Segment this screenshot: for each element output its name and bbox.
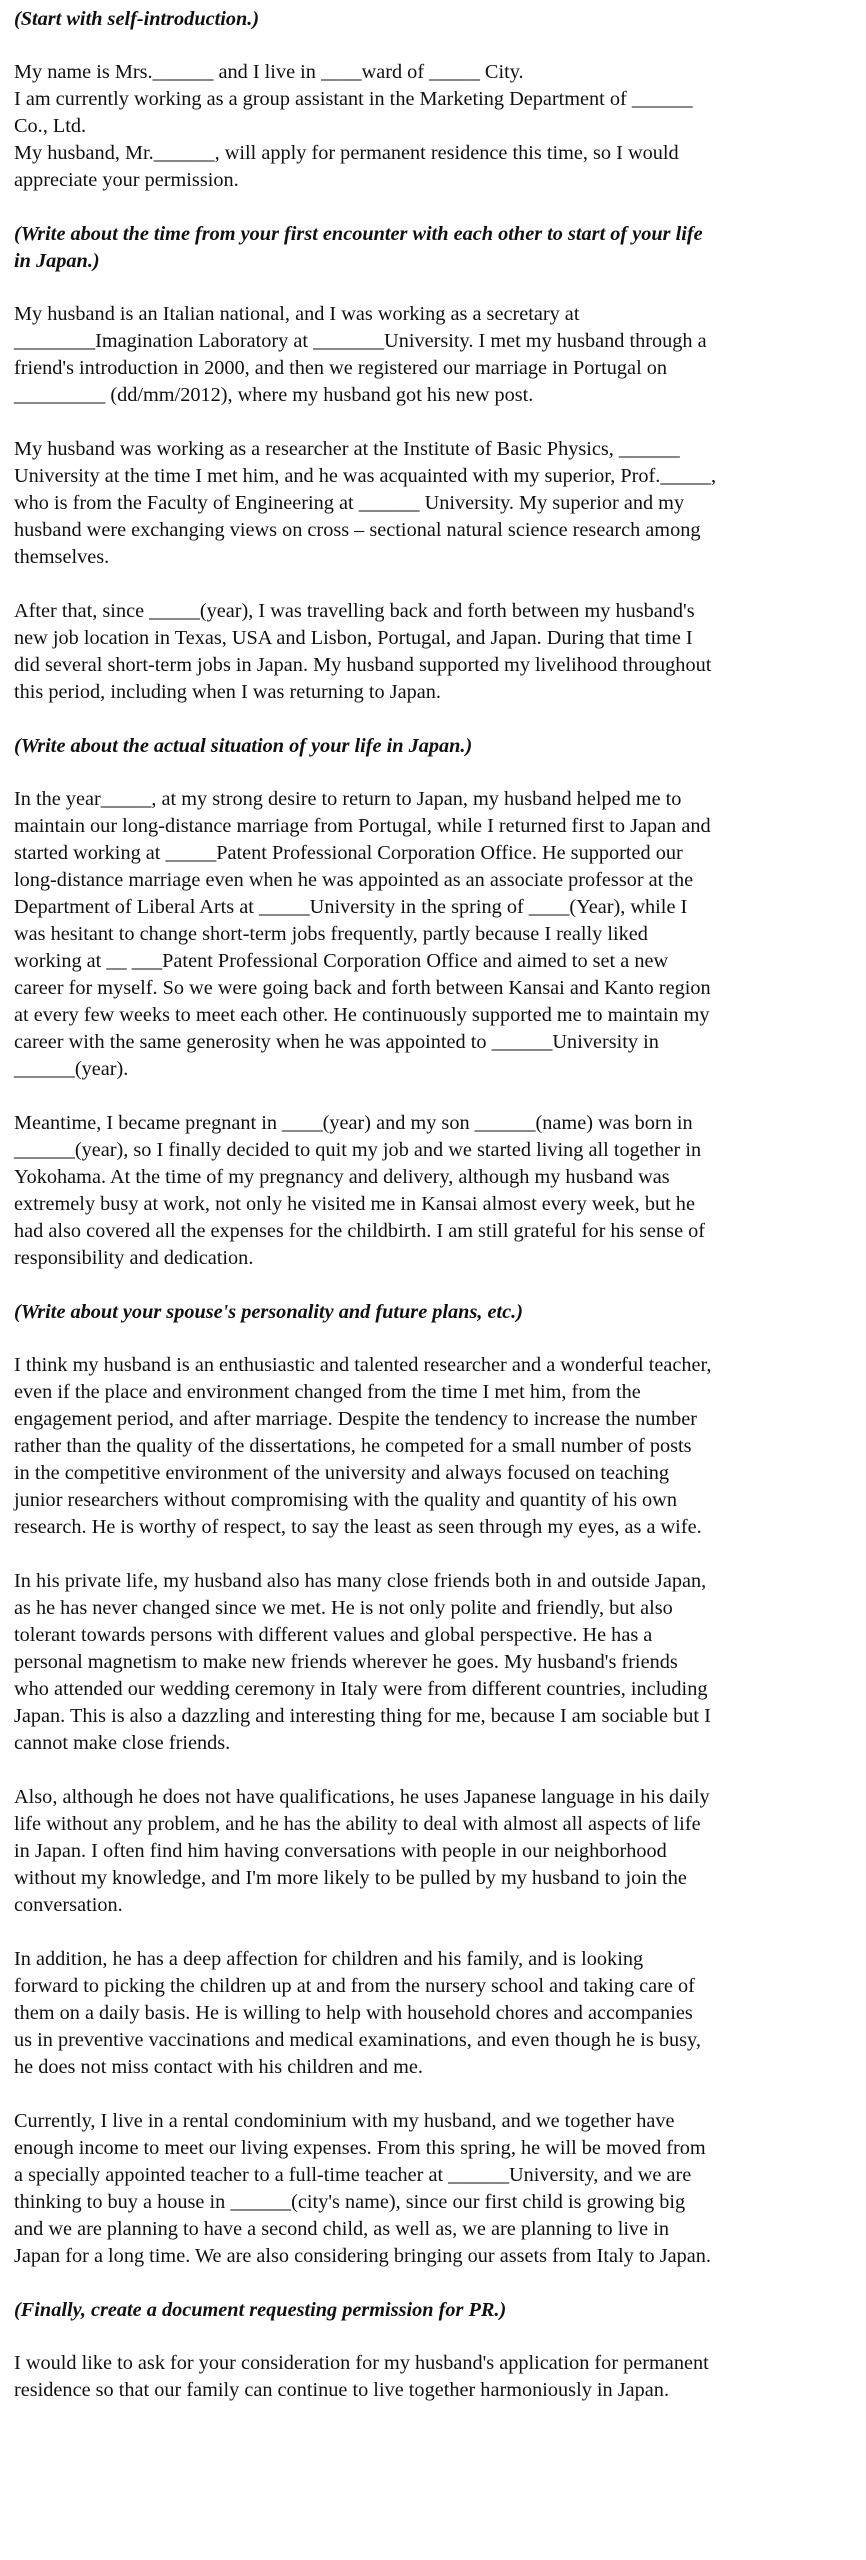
heading-line: (Write about the time from your first encounter with each other to start of your life <box>14 223 703 245</box>
text-line: long-distance marriage even when he was appointed as an associate professor at the <box>14 869 694 891</box>
text-line: them on a daily basis. He is willing to help with household chores and accompanies <box>14 2002 693 2024</box>
section-heading: (Write about your spouse's personality and future plans, etc.) <box>14 1301 523 1323</box>
text-line: thinking to buy a house in ______(city's name), since our first child is growing big <box>14 2191 686 2213</box>
paragraph <box>14 2350 854 2404</box>
text-line: forward to picking the children up at and from the nursery school and taking care of <box>14 1975 695 1997</box>
section-heading: (Write about the actual situation of your life in Japan.) <box>14 735 473 757</box>
section-self-introduction <box>14 6 854 194</box>
text-line: Currently, I live in a rental condominium with my husband, and we together have <box>14 2110 675 2132</box>
text-line: My husband was working as a researcher at the Institute of Basic Physics, ______ <box>14 438 680 460</box>
text-line: junior researchers without compromising with the quality and quantity of his own <box>14 1489 677 1511</box>
section-first-encounter <box>14 221 854 706</box>
text-line: this period, including when I was returning to Japan. <box>14 681 441 703</box>
section-heading: (Start with self-introduction.) <box>14 8 260 30</box>
paragraph <box>14 786 854 1083</box>
paragraph <box>14 59 854 194</box>
text-line: _________ (dd/mm/2012), where my husband got his new post. <box>14 384 534 406</box>
text-line: as he has never changed since we met. He is not only polite and friendly, but also <box>14 1597 673 1619</box>
section-life-in-japan <box>14 733 854 1272</box>
text-line: I am currently working as a group assistant in the Marketing Department of ______ <box>14 88 693 110</box>
text-line: Co., Ltd. <box>14 115 87 137</box>
section-spouse-personality <box>14 1299 854 2270</box>
text-line: had also covered all the expenses for the childbirth. I am still grateful for his sense of <box>14 1220 706 1242</box>
text-line: without my knowledge, and I'm more likely to be pulled by my husband to join the <box>14 1867 687 1889</box>
text-line: enough income to meet our living expenses. From this spring, he will be moved from <box>14 2137 706 2159</box>
paragraph <box>14 598 854 706</box>
text-line: My husband, Mr.______, will apply for permanent residence this time, so I would <box>14 142 679 164</box>
text-line: maintain our long-distance marriage from Portugal, while I returned first to Japan and <box>14 815 711 837</box>
paragraph <box>14 1784 854 1919</box>
text-line: Japan. This is also a dazzling and interesting thing for me, because I am sociable but I <box>14 1705 711 1727</box>
text-line: in Japan. I often find him having conversations with people in our neighborhood <box>14 1840 667 1862</box>
text-line: In the year_____, at my strong desire to return to Japan, my husband helped me to <box>14 788 682 810</box>
paragraph <box>14 2108 854 2270</box>
text-line: Yokohama. At the time of my pregnancy and delivery, although my husband was <box>14 1166 670 1188</box>
text-line: who attended our wedding ceremony in Italy were from different countries, including <box>14 1678 708 1700</box>
text-line: at every few weeks to meet each other. He continuously supported me to maintain my <box>14 1004 710 1026</box>
paragraph <box>14 1568 854 1757</box>
text-line: In addition, he has a deep affection for children and his family, and is looking <box>14 1948 644 1970</box>
text-line: new job location in Texas, USA and Lisbon, Portugal, and Japan. During that time I <box>14 627 693 649</box>
paragraph <box>14 1352 854 1541</box>
text-line: did several short-term jobs in Japan. My husband supported my livelihood throughout <box>14 654 712 676</box>
section-heading: (Finally, create a document requesting permission for PR.) <box>14 2299 507 2321</box>
text-line: ______(year). <box>14 1058 129 1080</box>
text-line: and we are planning to have a second child, as well as, we are planning to live in <box>14 2218 669 2240</box>
paragraph <box>14 301 854 409</box>
text-line: who is from the Faculty of Engineering at ______ University. My superior and my <box>14 492 685 514</box>
text-line: responsibility and dedication. <box>14 1247 254 1269</box>
text-line: conversation. <box>14 1894 123 1916</box>
text-line: After that, since _____(year), I was travelling back and forth between my husband's <box>14 600 695 622</box>
text-line: residence so that our family can continue to live together harmoniously in Japan. <box>14 2379 670 2401</box>
text-line: us in preventive vaccinations and medical examinations, and even though he is busy, <box>14 2029 701 2051</box>
text-line: My name is Mrs.______ and I live in ____ward of _____ City. <box>14 61 524 83</box>
paragraph <box>14 1946 854 2081</box>
text-line: even if the place and environment changed from the time I met him, from the <box>14 1381 641 1403</box>
text-line: Japan for a long time. We are also considering bringing our assets from Italy to Japan. <box>14 2245 711 2267</box>
text-line: ________Imagination Laboratory at _______University. I met my husband through a <box>14 330 707 352</box>
paragraph <box>14 436 854 571</box>
text-line: appreciate your permission. <box>14 169 239 191</box>
text-line: ______(year), so I finally decided to quit my job and we started living all together in <box>14 1139 702 1161</box>
text-line: started working at _____Patent Professional Corporation Office. He supported our <box>14 842 683 864</box>
text-line: tolerant towards persons with different values and global perspective. He has a <box>14 1624 653 1646</box>
text-line: working at __ ___Patent Professional Corporation Office and aimed to set a new <box>14 950 669 972</box>
text-line: I think my husband is an enthusiastic and talented researcher and a wonderful teacher, <box>14 1354 712 1376</box>
text-line: career with the same generosity when he was appointed to ______University in <box>14 1031 659 1053</box>
text-line: University at the time I met him, and he was acquainted with my superior, Prof._____, <box>14 465 717 487</box>
section-pr-request <box>14 2297 854 2404</box>
text-line: My husband is an Italian national, and I was working as a secretary at <box>14 303 580 325</box>
text-line: in the competitive environment of the university and always focused on teaching <box>14 1462 670 1484</box>
text-line: I would like to ask for your consideration for my husband's application for permanent <box>14 2352 709 2374</box>
paragraph <box>14 1110 854 1272</box>
text-line: Meantime, I became pregnant in ____(year) and my son ______(name) was born in <box>14 1112 693 1134</box>
text-line: friend's introduction in 2000, and then we registered our marriage in Portugal on <box>14 357 668 379</box>
text-line: career for myself. So we were going back and forth between Kansai and Kanto region <box>14 977 711 999</box>
heading-line: in Japan.) <box>14 250 100 272</box>
text-line: rather than the quality of the dissertations, he competed for a small number of posts <box>14 1435 692 1457</box>
text-line: he does not miss contact with his children and me. <box>14 2056 423 2078</box>
text-line: a specially appointed teacher to a full-time teacher at ______University, and we are <box>14 2164 692 2186</box>
text-line: personal magnetism to make new friends wherever he goes. My husband's friends <box>14 1651 678 1673</box>
text-line: extremely busy at work, not only he visited me in Kansai almost every week, but he <box>14 1193 695 1215</box>
section-heading <box>14 221 854 275</box>
text-line: Also, although he does not have qualifications, he uses Japanese language in his daily <box>14 1786 710 1808</box>
text-line: cannot make close friends. <box>14 1732 231 1754</box>
text-line: research. He is worthy of respect, to say the least as seen through my eyes, as a wife. <box>14 1516 702 1538</box>
text-line: husband were exchanging views on cross – sectional natural science research among <box>14 519 701 541</box>
text-line: In his private life, my husband also has many close friends both in and outside Japan, <box>14 1570 707 1592</box>
text-line: was hesitant to change short-term jobs frequently, partly because I really liked <box>14 923 648 945</box>
text-line: Department of Liberal Arts at _____University in the spring of ____(Year), while I <box>14 896 688 918</box>
text-line: themselves. <box>14 546 110 568</box>
text-line: engagement period, and after marriage. Despite the tendency to increase the number <box>14 1408 698 1430</box>
text-line: life without any problem, and he has the ability to deal with almost all aspects of life <box>14 1813 701 1835</box>
